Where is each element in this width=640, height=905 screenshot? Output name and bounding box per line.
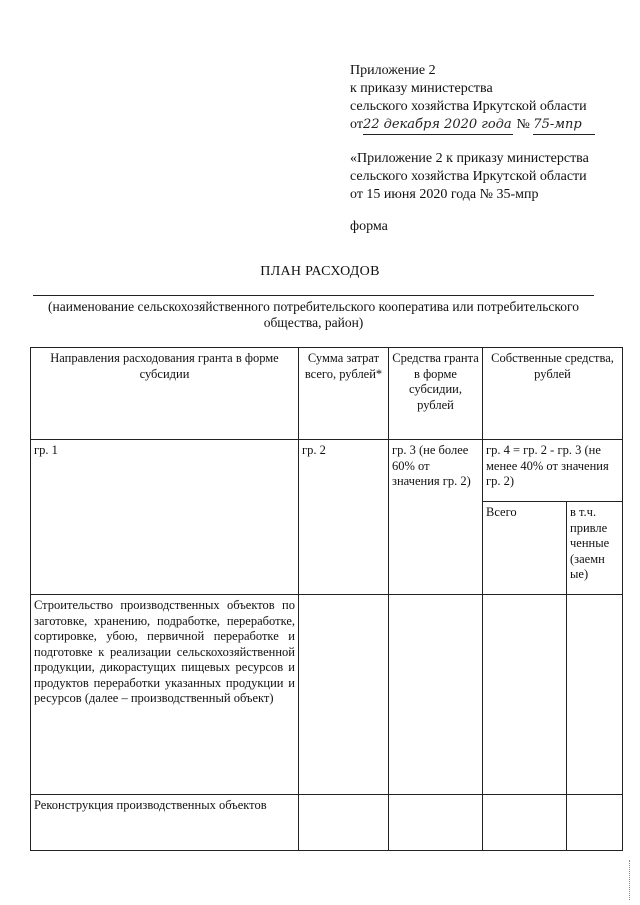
appendix-header [350, 62, 595, 135]
row-reconstruction-total [299, 795, 389, 851]
expense-plan-table [30, 347, 623, 851]
table-row [31, 595, 623, 795]
handwritten-number: 75-мпр [533, 116, 595, 135]
header-direction: Направления расходования гранта в форме субсидии [31, 348, 299, 440]
number-sign: № [516, 117, 530, 132]
row-construction-own [483, 595, 567, 795]
row-construction-name: Строительство производственных объектов по заготовке, хранению, подработке, переработке, сортировке, убою, первичной переработке и подготовке к реализации сельскохозяйственной продукции, дикорастущих пищевых ресурсов и продуктов переработки указанных продукции и ресурсов (далее – производственный объект) [31, 595, 299, 795]
table-header-row [31, 348, 623, 440]
group-2: гр. 2 [299, 440, 389, 595]
quote-line-1: «Приложение 2 к приказу министерства [350, 151, 589, 166]
subheader-borrowed: в т.ч. привле ченные (заемн ые) [567, 502, 623, 595]
page-title: ПЛАН РАСХОДОВ [260, 264, 380, 279]
group-1: гр. 1 [31, 440, 299, 595]
name-caption: (наименование сельскохозяйственного потребительского кооператива или потребительского общества, район) [48, 299, 579, 330]
scan-edge-mark [629, 860, 632, 900]
date-prefix: от [350, 117, 363, 132]
handwritten-date: 22 декабря 2020 года [363, 116, 513, 135]
row-reconstruction-own [483, 795, 567, 851]
row-reconstruction-name: Реконструкция производственных объектов [31, 795, 299, 851]
subheader-all: Всего [483, 502, 567, 595]
quote-line-3: от 15 июня 2020 года № 35-мпр [350, 187, 539, 202]
appendix-order-ref: к приказу министерства [350, 81, 493, 96]
row-construction-total [299, 595, 389, 795]
appendix-title: Приложение 2 [350, 63, 436, 78]
row-reconstruction-borrowed [567, 795, 623, 851]
header-own-funds: Собственные средства, рублей [483, 348, 623, 440]
form-label: форма [350, 219, 388, 234]
quote-line-2: сельского хозяйства Иркутской области [350, 169, 587, 184]
row-construction-grant [389, 595, 483, 795]
name-fill-line [33, 295, 594, 296]
table-row [31, 795, 623, 851]
header-grant: Средства гранта в форме субсидии, рублей [389, 348, 483, 440]
row-construction-borrowed [567, 595, 623, 795]
group-3: гр. 3 (не более 60% от значения гр. 2) [389, 440, 483, 595]
appendix-date-line [350, 116, 595, 135]
header-total: Сумма затрат всего, рублей* [299, 348, 389, 440]
appendix-ministry: сельского хозяйства Иркутской области [350, 99, 587, 114]
table-group-row [31, 440, 623, 502]
group-4: гр. 4 = гр. 2 - гр. 3 (не менее 40% от значения гр. 2) [483, 440, 623, 502]
quoted-appendix [350, 150, 589, 204]
row-reconstruction-grant [389, 795, 483, 851]
